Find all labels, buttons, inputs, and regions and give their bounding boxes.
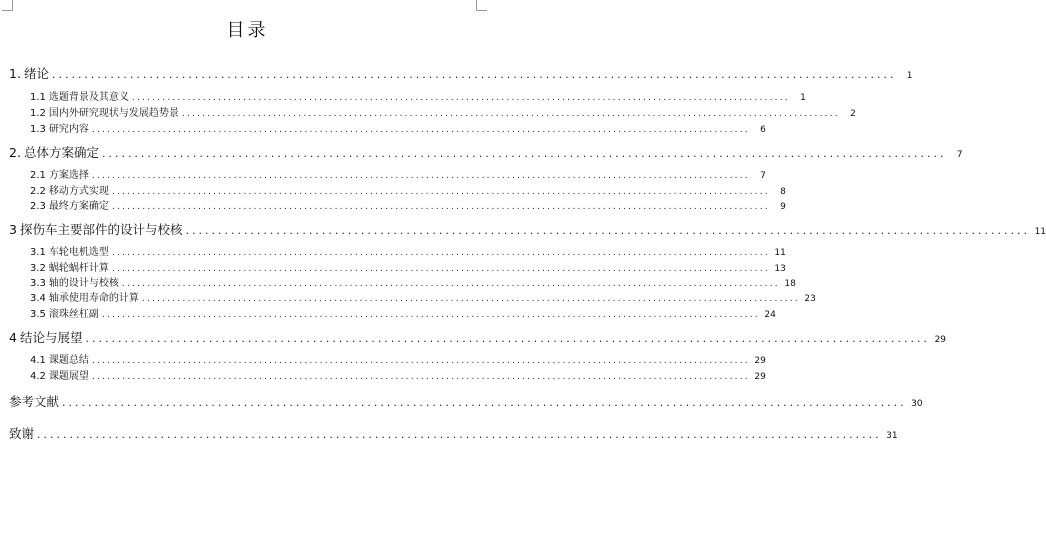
toc-leader-dots: .................................................................................................................................. xyxy=(91,372,750,382)
toc-entry-title: 研究内容 xyxy=(48,124,89,135)
toc-entry[interactable] xyxy=(30,305,776,321)
toc-entry-title: 轴的设计与校核 xyxy=(48,278,119,289)
toc-entry-number: 1.1 xyxy=(30,92,46,103)
toc-entry-title: 绪论 xyxy=(23,66,49,81)
toc-entry-number: 2.2 xyxy=(30,186,46,197)
toc-entry[interactable] xyxy=(30,120,766,136)
toc-entry-title: 结论与展望 xyxy=(19,330,83,345)
toc-entry[interactable] xyxy=(30,259,786,275)
toc-entry-title: 方案选择 xyxy=(48,170,89,181)
toc-entry[interactable] xyxy=(30,351,766,367)
toc-leader-dots: .................................................................................................................................. xyxy=(121,279,780,289)
toc-leader-dots: .................................................................................................................................. xyxy=(85,332,931,345)
toc-entry[interactable] xyxy=(9,64,913,81)
toc-leader-dots: .................................................................................................................................. xyxy=(185,224,1031,237)
toc-entry[interactable] xyxy=(30,104,856,120)
toc-leader-dots: .................................................................................................................................. xyxy=(181,109,840,119)
toc-entry-page: 29 xyxy=(934,335,947,345)
toc-entry-number: 1.2 xyxy=(30,108,46,119)
toc-entry-page: 23 xyxy=(804,294,816,304)
toc-entry[interactable] xyxy=(9,143,963,160)
toc-entry-title: 参考文献 xyxy=(9,394,60,409)
toc-entry-title: 国内外研究现状与发展趋势景 xyxy=(48,108,179,119)
toc-entry-number: 3.4 xyxy=(30,293,46,304)
toc-leader-dots: .................................................................................................................................. xyxy=(101,310,760,320)
toc-entry-title: 总体方案确定 xyxy=(23,145,99,160)
toc-entry-page: 9 xyxy=(780,202,786,212)
toc-entry-page: 8 xyxy=(780,187,786,197)
toc-entry-title: 轴承使用寿命的计算 xyxy=(48,293,139,304)
toc-entry-page: 29 xyxy=(754,372,766,382)
toc-entry[interactable] xyxy=(9,328,947,345)
toc-entry-number: 4.2 xyxy=(30,371,46,382)
toc-entry[interactable] xyxy=(30,166,766,182)
toc-entry-page: 31 xyxy=(886,431,898,441)
toc-leader-dots: .................................................................................................................................. xyxy=(91,125,750,135)
toc-entry-title: 课题总结 xyxy=(48,355,89,366)
toc-entry[interactable] xyxy=(30,197,786,213)
toc-entry[interactable] xyxy=(30,274,796,290)
toc-entry-page: 2 xyxy=(850,109,856,119)
toc-entry-page: 13 xyxy=(774,264,786,274)
toc-entry-title: 移动方式实现 xyxy=(48,186,109,197)
toc-leader-dots: .................................................................................................................................. xyxy=(111,187,770,197)
toc-entry-page: 7 xyxy=(956,150,963,160)
toc-title: 目录 xyxy=(226,20,269,41)
toc-entry-title: 致谢 xyxy=(9,426,35,441)
toc-entry-number: 2. xyxy=(9,145,21,160)
toc-entry-number: 2.1 xyxy=(30,170,46,181)
toc-entry-number: 3.2 xyxy=(30,263,46,274)
toc-entry-page: 1 xyxy=(800,93,806,103)
toc-entry-page: 7 xyxy=(760,171,766,181)
toc-leader-dots: .................................................................................................................................. xyxy=(37,428,882,441)
toc-entry-title: 滚珠丝杠副 xyxy=(48,309,99,320)
toc-entry-title: 选题背景及其意义 xyxy=(48,92,129,103)
toc-entry-page: 24 xyxy=(764,310,776,320)
toc-entry[interactable] xyxy=(9,392,923,409)
toc-entry-page: 18 xyxy=(784,279,796,289)
toc-entry-number: 3.1 xyxy=(30,247,46,258)
toc-entry-number: 1.3 xyxy=(30,124,46,135)
toc-entry-page: 6 xyxy=(760,125,766,135)
toc-entry[interactable] xyxy=(30,243,786,259)
toc-leader-dots: .................................................................................................................................. xyxy=(111,248,770,258)
toc-leader-dots: .................................................................................................................................. xyxy=(91,356,750,366)
toc-entry-number: 3 xyxy=(9,222,17,237)
toc-leader-dots: .................................................................................................................................. xyxy=(131,93,790,103)
toc-entry-number: 3.5 xyxy=(30,309,46,320)
toc-leader-dots: .................................................................................................................................. xyxy=(91,171,750,181)
toc-entry[interactable] xyxy=(30,289,816,305)
toc-entry-page: 11 xyxy=(1034,227,1046,237)
toc-entry-title: 蜗轮蜗杆计算 xyxy=(48,263,109,274)
toc-entry[interactable] xyxy=(30,88,806,104)
toc-entry-page: 30 xyxy=(911,399,923,409)
toc-leader-dots: .................................................................................................................................. xyxy=(51,68,897,81)
toc-entry-number: 4.1 xyxy=(30,355,46,366)
toc-entry-title: 最终方案确定 xyxy=(48,201,109,212)
toc-entry-number: 3.3 xyxy=(30,278,46,289)
toc-entry-title: 车轮电机选型 xyxy=(48,247,109,258)
toc-leader-dots: .................................................................................................................................. xyxy=(101,147,947,160)
toc-entry-page: 29 xyxy=(754,356,766,366)
toc-entry-title: 探伤车主要部件的设计与校核 xyxy=(19,222,183,237)
toc-entry-number: 1. xyxy=(9,66,21,81)
toc-leader-dots: .................................................................................................................................. xyxy=(141,294,800,304)
margin-corner-mark xyxy=(2,0,13,11)
toc-entry-page: 1 xyxy=(906,71,913,81)
margin-corner-mark xyxy=(476,0,487,11)
toc-entry-number: 4 xyxy=(9,330,17,345)
toc-entry[interactable] xyxy=(30,367,766,383)
toc-entry[interactable] xyxy=(9,424,898,441)
toc-entry-title: 课题展望 xyxy=(48,371,89,382)
toc-entry-number: 2.3 xyxy=(30,201,46,212)
toc-leader-dots: .................................................................................................................................. xyxy=(111,202,770,212)
toc-leader-dots: .................................................................................................................................. xyxy=(111,264,770,274)
toc-entry[interactable] xyxy=(9,220,1046,237)
toc-entry-page: 11 xyxy=(774,248,786,258)
toc-entry[interactable] xyxy=(30,182,786,198)
toc-leader-dots: .................................................................................................................................. xyxy=(62,396,907,409)
